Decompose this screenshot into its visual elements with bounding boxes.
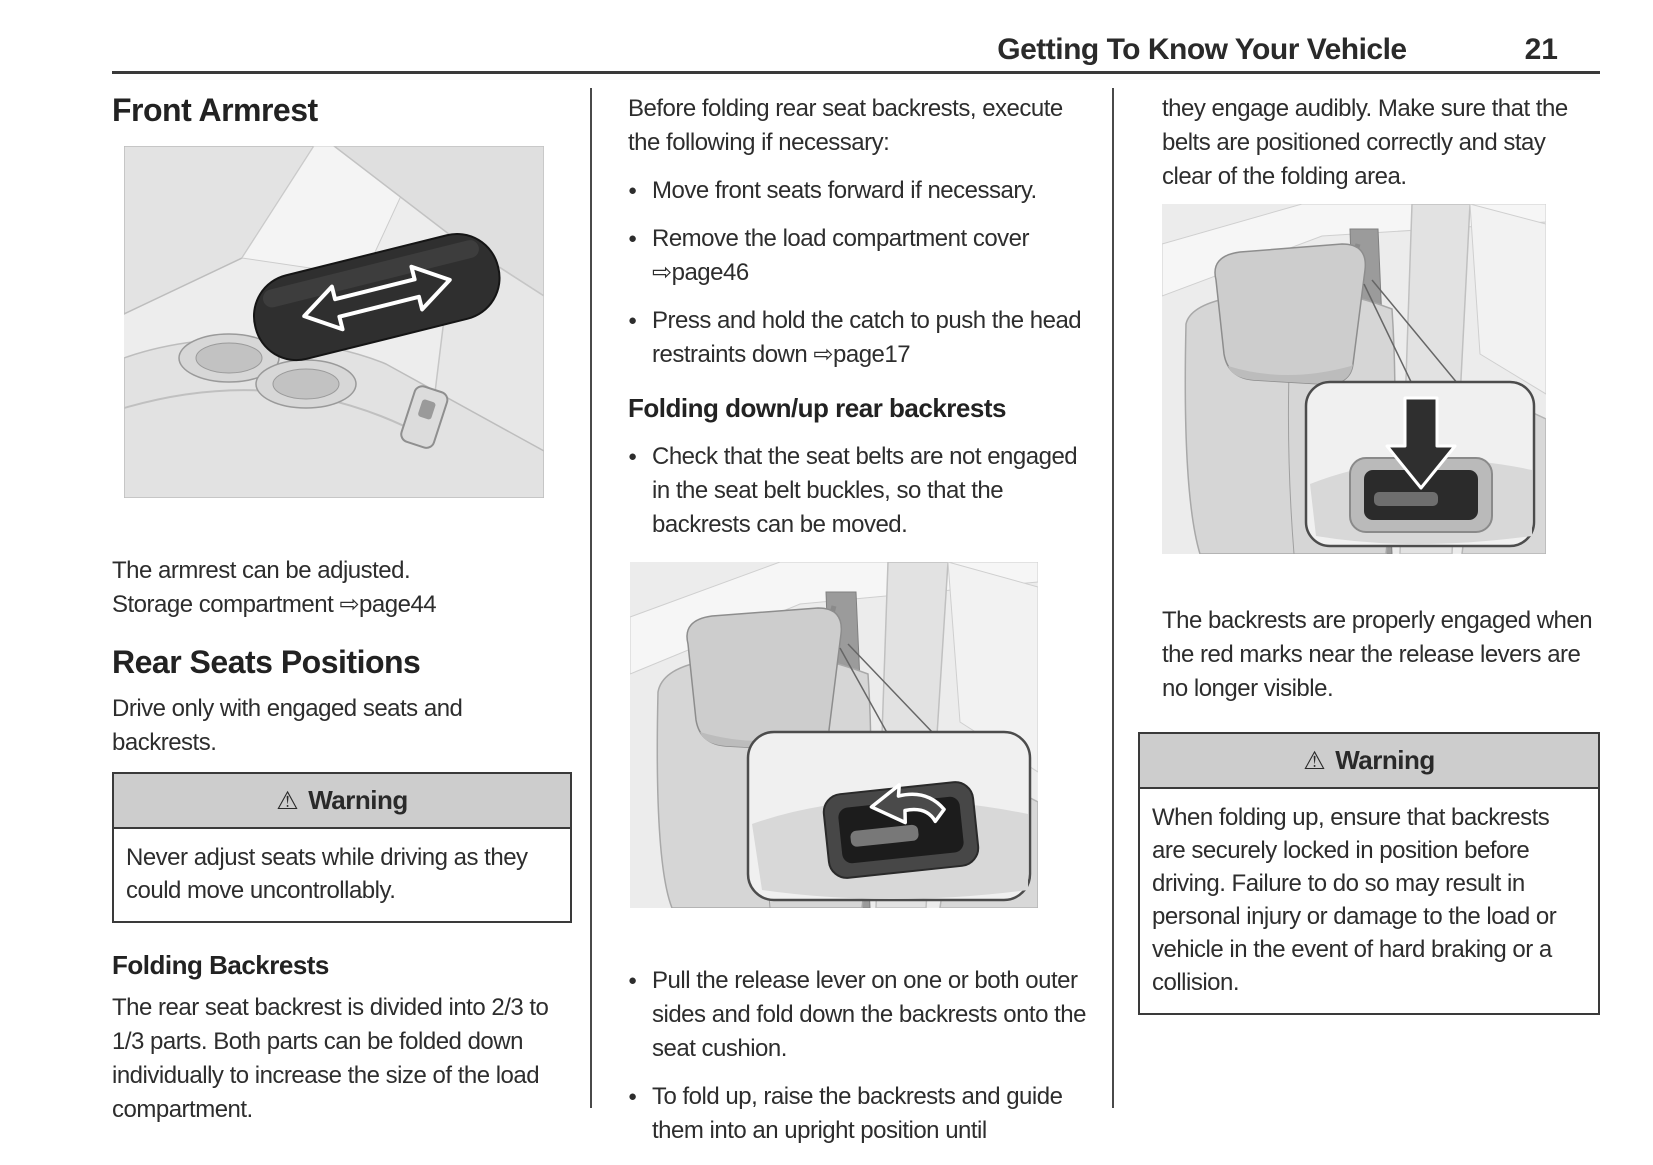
warning-header-right: [1140, 734, 1598, 789]
list-item: ● To fold up, raise the backrests and guide them into an upright position until: [628, 1080, 1086, 1148]
warning-body-left: Never adjust seats while driving as they could move uncontrollably.: [126, 844, 528, 904]
cupholder-front-inner: [273, 369, 339, 399]
release-lever-illustration: [630, 562, 1086, 908]
warning-icon: ⚠: [1303, 746, 1326, 775]
cupholder-rear-inner: [196, 343, 262, 373]
rear-seats-intro: Drive only with engaged seats and backrests.: [112, 695, 463, 756]
list-item: ● Check that the seat belts are not engaged in the seat belt buckles, so that the backrests can be moved.: [628, 440, 1086, 542]
warning-header-left: [114, 774, 570, 829]
engage-audibly-text: they engage audibly. Make sure that the belts are positioned correctly and stay clear of the folding area.: [1162, 95, 1568, 190]
page-header: [112, 30, 1600, 74]
column-divider-left: [590, 88, 592, 1108]
check-list: [628, 440, 1086, 542]
list-item: ● Remove the load compartment cover ⇨page46: [628, 222, 1086, 290]
warning-body-right: When folding up, ensure that backrests are securely locked in position before driving. Failure to do so may result in personal injury or damage to the load or vehicle in the event of hard braking or a collision.: [1152, 804, 1557, 996]
heading-folding-down-up: Folding down/up rear backrests: [628, 393, 1006, 423]
head-restraint: [687, 608, 841, 750]
column-middle: [628, 88, 1086, 1148]
heading-rear-seats-positions: Rear Seats Positions: [112, 644, 421, 680]
release-lever: [1374, 492, 1438, 506]
page-number: 21: [1524, 33, 1558, 66]
column-right: [1138, 88, 1600, 1015]
warning-box-left: [112, 772, 572, 923]
fold-up-svg: [1162, 204, 1546, 554]
fold-up-illustration: [1162, 204, 1600, 554]
fold-actions-list: [628, 964, 1086, 1148]
column-left: [112, 88, 572, 1127]
front-armrest-svg: [124, 146, 544, 498]
warning-box-right: [1138, 732, 1600, 1015]
properly-engaged-text: The backrests are properly engaged when the red marks near the release levers are no longer visible.: [1162, 607, 1593, 702]
list-item: ● Press and hold the catch to push the head restraints down ⇨page17: [628, 304, 1086, 372]
front-armrest-illustration: [124, 146, 572, 498]
chapter-title: Getting To Know Your Vehicle: [997, 33, 1407, 66]
warning-icon: ⚠: [276, 786, 299, 815]
armrest-text-line2: Storage compartment ⇨page44: [112, 591, 437, 618]
warning-title: Warning: [1335, 745, 1435, 775]
release-lever-group: [822, 777, 980, 879]
preparation-list: [628, 174, 1086, 372]
column-divider-right: [1112, 88, 1114, 1108]
list-item: ● Pull the release lever on one or both outer sides and fold down the backrests onto the seat cushion.: [628, 964, 1086, 1066]
list-item: ● Move front seats forward if necessary.: [628, 174, 1086, 208]
before-folding-intro: Before folding rear seat backrests, execute the following if necessary:: [628, 95, 1063, 156]
folding-backrests-text: The rear seat backrest is divided into 2/3 to 1/3 parts. Both parts can be folded down individually to increase the size of the load compartment.: [112, 994, 549, 1123]
armrest-text-line1: The armrest can be adjusted.: [112, 557, 411, 584]
release-lever-svg: [630, 562, 1038, 908]
heading-front-armrest: Front Armrest: [112, 92, 318, 128]
heading-folding-backrests: Folding Backrests: [112, 950, 329, 980]
head-restraint: [1215, 244, 1365, 384]
warning-title: Warning: [308, 785, 408, 815]
